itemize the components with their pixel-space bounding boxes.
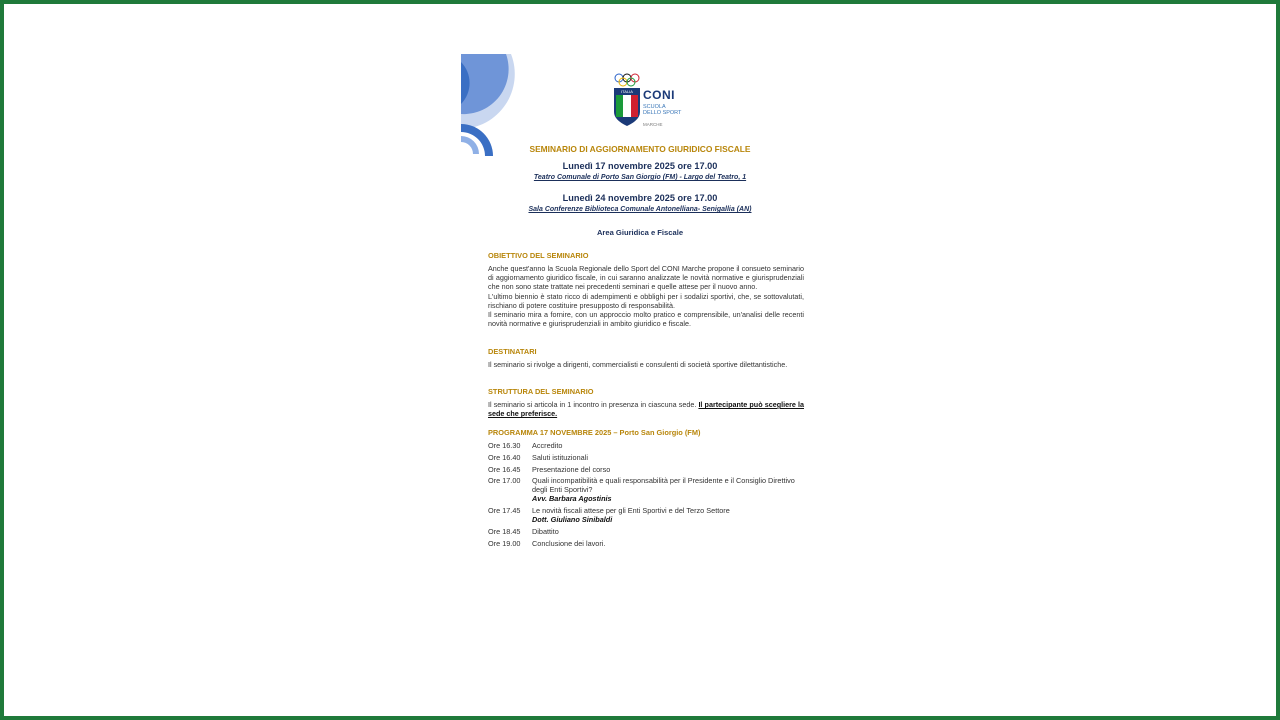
recipients-text: Il seminario si rivolge a dirigenti, commercialisti e consulenti di società sportive dilettantistiche.	[488, 360, 788, 369]
program-desc: Saluti istituzionali	[532, 453, 588, 462]
program-desc: Presentazione del corso	[532, 465, 611, 474]
area-label: Area Giuridica e Fiscale	[596, 228, 684, 237]
session1-venue: Teatro Comunale di Porto San Giorgio (FM) - Largo del Teatro, 1	[533, 174, 747, 181]
objective-p1: Anche quest'anno la Scuola Regionale dello Sport del CONI Marche propone il consueto seminario di aggiornamento giuridico fiscale, in cui saranno analizzate le novità normative e giurisprudenziali che non sono state trattate nei precedenti seminari e quelle attese per il nuovo anno.	[488, 264, 804, 292]
program-time: Ore 18.45	[488, 527, 521, 536]
program-time: Ore 19.00	[488, 539, 521, 548]
objective-p3: Il seminario mira a fornire, con un approccio molto pratico e comprensibile, un'analisi delle recenti novità normative e giurisprudenziali in ambito giuridico e fiscale.	[488, 310, 804, 329]
program-desc: Le novità fiscali attese per gli Enti Sportivi e del Terzo Settore	[532, 506, 730, 515]
program-desc: Conclusione dei lavori.	[532, 539, 606, 548]
program-heading: PROGRAMMA 17 NOVEMBRE 2025 – Porto San Giorgio (FM)	[488, 428, 701, 437]
program-time: Ore 16.40	[488, 453, 521, 462]
program-time: Ore 16.45	[488, 465, 521, 474]
objective-heading: OBIETTIVO DEL SEMINARIO	[488, 251, 589, 260]
logo-region: MARCHE	[643, 122, 663, 127]
program-desc: Accredito	[532, 441, 563, 450]
structure-emphasis: Il partecipante può scegliere la sede che preferisce.	[488, 400, 804, 419]
objective-p2: L'ultimo biennio è stato ricco di adempimenti e obblighi per i sodalizi sportivi, che, se sottovalutati, rischiano di potere costituire presupposto di responsabilità.	[488, 291, 804, 310]
program-desc-block	[532, 506, 804, 524]
logo-country-text: ITALIA	[621, 89, 633, 94]
program-speaker: Dott. Giuliano Sinibaldi	[532, 515, 613, 524]
program-desc: Dibattito	[532, 527, 559, 536]
logo-brand: CONI	[643, 88, 675, 102]
program-time: Ore 17.00	[488, 476, 521, 485]
program-speaker: Avv. Barbara Agostinis	[532, 494, 612, 503]
seminar-title: SEMINARIO DI AGGIORNAMENTO GIURIDICO FISCALE	[529, 144, 751, 154]
recipients-heading: DESTINATARI	[488, 347, 537, 356]
document-page	[461, 54, 819, 564]
session2-date: Lunedì 24 novembre 2025 ore 17.00	[562, 193, 718, 203]
structure-heading: STRUTTURA DEL SEMINARIO	[488, 387, 594, 396]
logo-school: SCUOLA DELLO SPORT	[643, 104, 682, 116]
structure-text	[488, 400, 804, 418]
session2-venue: Sala Conferenze Biblioteca Comunale Antonelliana- Senigallia (AN)	[528, 206, 752, 213]
program-time: Ore 17.45	[488, 506, 521, 515]
program-time: Ore 16.30	[488, 441, 521, 450]
objective-text	[488, 264, 804, 328]
program-desc: Quali incompatibilità e quali responsabilità per il Presidente e il Consiglio Direttivo degli Enti Sportivi?	[532, 476, 795, 494]
structure-text-main: Il seminario si articola in 1 incontro in presenza in ciascuna sede.	[488, 400, 697, 409]
session1-date: Lunedì 17 novembre 2025 ore 17.00	[562, 161, 718, 171]
program-desc-block	[532, 476, 804, 503]
